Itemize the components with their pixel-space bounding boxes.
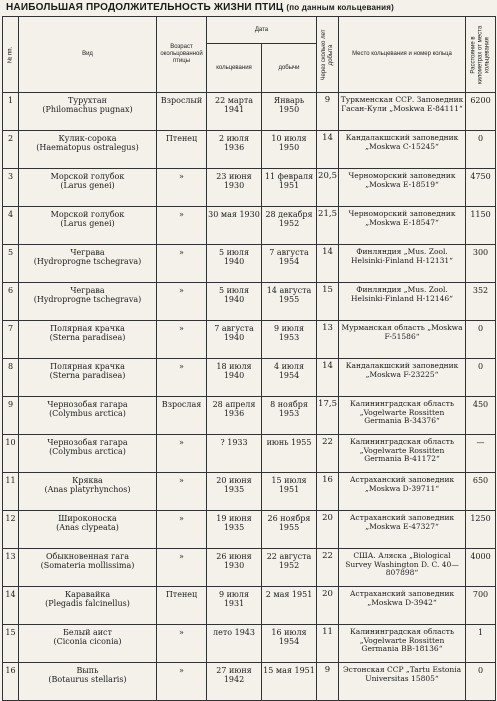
ringing-date-cell: 30 мая 1930 <box>207 207 262 245</box>
place-cell: Кандалакшский заповедник „Moskwa C-15245“ <box>339 131 466 169</box>
species-name: Полярная крачка <box>50 324 125 333</box>
ringing-date-cell: 23 июня 1930 <box>207 169 262 207</box>
recovery-date-cell: 2 мая 1951 <box>262 587 317 625</box>
title-subtitle: (по данным кольцевания) <box>286 3 395 12</box>
species-latin: (Hydroprogne tschegrava) <box>33 257 142 266</box>
row-number: 14 <box>3 587 19 625</box>
table-row <box>3 625 496 663</box>
species-latin: (Sterna paradisea) <box>49 371 126 380</box>
species-cell <box>19 245 157 283</box>
recovery-date-cell: 14 августа 1955 <box>262 283 317 321</box>
age-cell: » <box>157 435 207 473</box>
species-latin: (Colymbus arctica) <box>49 409 126 418</box>
table-row <box>3 131 496 169</box>
species-latin: (Colymbus arctica) <box>49 447 126 456</box>
table-body <box>3 93 496 701</box>
place-cell: Финляндия „Mus. Zool. Helsinki-Finland H-12131“ <box>339 245 466 283</box>
recovery-date-cell: 15 мая 1951 <box>262 663 317 701</box>
row-number: 1 <box>3 93 19 131</box>
recovery-date-cell: 16 июля 1954 <box>262 625 317 663</box>
species-latin: (Larus genei) <box>60 181 115 190</box>
document-title <box>6 2 494 15</box>
species-latin: (Somateria mollissima) <box>40 561 135 570</box>
distance-cell: 650 <box>466 473 496 511</box>
distance-cell: 0 <box>466 131 496 169</box>
years-cell: 9 <box>317 663 339 701</box>
header-species: Вид <box>19 17 157 93</box>
recovery-date-cell: июнь 1955 <box>262 435 317 473</box>
species-name: Кряква <box>72 476 103 485</box>
row-number: 15 <box>3 625 19 663</box>
distance-cell: 1150 <box>466 207 496 245</box>
header-number: № пп. <box>3 17 19 93</box>
species-cell <box>19 321 157 359</box>
row-number: 7 <box>3 321 19 359</box>
years-cell: 20 <box>317 511 339 549</box>
years-cell: 11 <box>317 625 339 663</box>
years-cell: 14 <box>317 359 339 397</box>
distance-cell: 352 <box>466 283 496 321</box>
row-number: 12 <box>3 511 19 549</box>
header-ringing-date: кольцевания <box>207 44 262 93</box>
species-name: Чернозобая гагара <box>47 438 128 447</box>
recovery-date-cell: 10 июля 1950 <box>262 131 317 169</box>
recovery-date-cell: 28 декабря 1952 <box>262 207 317 245</box>
species-name: Белый аист <box>63 628 112 637</box>
species-name: Полярная крачка <box>50 362 125 371</box>
ringing-date-cell: 20 июня 1935 <box>207 473 262 511</box>
ringing-date-cell: 27 июня 1942 <box>207 663 262 701</box>
row-number: 3 <box>3 169 19 207</box>
header-place: Место кольцевания и номер кольца <box>339 17 466 93</box>
years-cell: 20,5 <box>317 169 339 207</box>
row-number: 5 <box>3 245 19 283</box>
distance-cell: 4000 <box>466 549 496 587</box>
species-cell <box>19 473 157 511</box>
ringing-date-cell: 26 июня 1930 <box>207 549 262 587</box>
age-cell: Птенец <box>157 131 207 169</box>
row-number: 4 <box>3 207 19 245</box>
distance-cell: 4750 <box>466 169 496 207</box>
table-row <box>3 473 496 511</box>
table-row <box>3 359 496 397</box>
years-cell: 9 <box>317 93 339 131</box>
ringing-date-cell: 22 марта 1941 <box>207 93 262 131</box>
ringing-date-cell: лето 1943 <box>207 625 262 663</box>
species-name: Каравайка <box>64 590 111 599</box>
table-header <box>3 17 496 93</box>
age-cell: » <box>157 511 207 549</box>
table-row <box>3 321 496 359</box>
species-name: Турухтан <box>68 96 107 105</box>
place-cell: Калининградская область „Vogelwarte Rossitten Germania B-41172“ <box>339 435 466 473</box>
distance-cell: 300 <box>466 245 496 283</box>
species-latin: (Haematopus ostralegus) <box>36 143 139 152</box>
header-age: Возраст окольцованной птицы <box>157 17 207 93</box>
place-cell: Астраханский заповедник „Moskwa E-47327“ <box>339 511 466 549</box>
distance-cell: 450 <box>466 397 496 435</box>
species-cell <box>19 93 157 131</box>
years-cell: 16 <box>317 473 339 511</box>
age-cell: Взрослый <box>157 93 207 131</box>
ringing-date-cell: 28 апреля 1936 <box>207 397 262 435</box>
table-row <box>3 663 496 701</box>
row-number: 2 <box>3 131 19 169</box>
place-cell: Туркменская ССР. Заповедник Гасан-Кули „Moskwa E-84111“ <box>339 93 466 131</box>
title-text: НАИБОЛЬШАЯ ПРОДОЛЖИТЕЛЬНОСТЬ ЖИЗНИ ПТИЦ <box>6 2 284 13</box>
table-row <box>3 93 496 131</box>
species-name: Выпь <box>76 666 99 675</box>
species-name: Обыкновенная гага <box>45 552 130 561</box>
species-latin: (Larus genei) <box>60 219 115 228</box>
years-cell: 15 <box>317 283 339 321</box>
ringing-date-cell: 19 июня 1935 <box>207 511 262 549</box>
row-number: 9 <box>3 397 19 435</box>
table-row <box>3 397 496 435</box>
header-recovery-date: добычи <box>262 44 317 93</box>
place-cell: Астраханский заповедник „Moskwa D-3942“ <box>339 587 466 625</box>
age-cell: » <box>157 663 207 701</box>
species-cell <box>19 511 157 549</box>
species-latin: (Anas clypeata) <box>56 523 119 532</box>
distance-cell: 0 <box>466 663 496 701</box>
table-row <box>3 283 496 321</box>
recovery-date-cell: 22 августа 1952 <box>262 549 317 587</box>
age-cell: » <box>157 473 207 511</box>
row-number: 16 <box>3 663 19 701</box>
bird-lifespan-table <box>2 16 496 701</box>
species-name: Чеграва <box>70 286 105 295</box>
age-cell: » <box>157 245 207 283</box>
ringing-date-cell: 18 июля 1940 <box>207 359 262 397</box>
species-name: Морской голубок <box>50 210 125 219</box>
table-row <box>3 435 496 473</box>
table-row <box>3 511 496 549</box>
distance-cell: 1 <box>466 625 496 663</box>
row-number: 11 <box>3 473 19 511</box>
years-cell: 21,5 <box>317 207 339 245</box>
species-cell <box>19 663 157 701</box>
recovery-date-cell: Январь 1950 <box>262 93 317 131</box>
place-cell: Кандалакшский заповедник „Moskwa F-23225“ <box>339 359 466 397</box>
species-latin: (Plegadis falcinellus) <box>45 599 130 608</box>
species-cell <box>19 549 157 587</box>
ringing-date-cell: 5 июля 1940 <box>207 283 262 321</box>
place-cell: Мурманская область „Moskwa F-51586“ <box>339 321 466 359</box>
species-cell <box>19 587 157 625</box>
place-cell: Астраханский заповедник „Moskwa D-39711“ <box>339 473 466 511</box>
species-cell <box>19 207 157 245</box>
species-cell <box>19 435 157 473</box>
species-cell <box>19 397 157 435</box>
place-cell: Калининградская область „Vogelwarte Rossitten Germania BB-18136“ <box>339 625 466 663</box>
species-cell <box>19 131 157 169</box>
species-cell <box>19 283 157 321</box>
age-cell: » <box>157 169 207 207</box>
place-cell: Черноморский заповедник „Moskwa E-18519“ <box>339 169 466 207</box>
age-cell: » <box>157 549 207 587</box>
years-cell: 13 <box>317 321 339 359</box>
ringing-date-cell: 2 июля 1936 <box>207 131 262 169</box>
row-number: 10 <box>3 435 19 473</box>
years-cell: 20 <box>317 587 339 625</box>
species-name: Морской голубок <box>50 172 125 181</box>
place-cell: Эстонская ССР „Tartu Estonia Universitas 15805“ <box>339 663 466 701</box>
place-cell: Финляндия „Mus. Zool. Helsinki-Finland H-12146“ <box>339 283 466 321</box>
age-cell: » <box>157 207 207 245</box>
species-cell <box>19 359 157 397</box>
table-row <box>3 245 496 283</box>
ringing-date-cell: ? 1933 <box>207 435 262 473</box>
place-cell: Черноморский заповедник „Moskwa E-18547“ <box>339 207 466 245</box>
recovery-date-cell: 15 июля 1951 <box>262 473 317 511</box>
age-cell: » <box>157 625 207 663</box>
ringing-date-cell: 9 июля 1931 <box>207 587 262 625</box>
species-cell <box>19 169 157 207</box>
row-number: 6 <box>3 283 19 321</box>
place-cell: Калининградская область „Vogelwarte Rossitten Germania B-34376“ <box>339 397 466 435</box>
header-date: Дата <box>207 17 317 44</box>
years-cell: 14 <box>317 245 339 283</box>
distance-cell: 6200 <box>466 93 496 131</box>
ringing-date-cell: 5 июля 1940 <box>207 245 262 283</box>
species-latin: (Ciconia ciconia) <box>53 637 122 646</box>
recovery-date-cell: 11 февраля 1951 <box>262 169 317 207</box>
header-years: Через сколько лет добыта <box>317 17 339 93</box>
header-distance: Расстояние в километрах от места кольцевания <box>466 17 496 93</box>
species-latin: (Philomachus pugnax) <box>42 105 133 114</box>
recovery-date-cell: 4 июля 1954 <box>262 359 317 397</box>
age-cell: » <box>157 283 207 321</box>
age-cell: Взрослая <box>157 397 207 435</box>
species-latin: (Anas platyrhynchos) <box>44 485 131 494</box>
age-cell: » <box>157 321 207 359</box>
years-cell: 22 <box>317 549 339 587</box>
age-cell: » <box>157 359 207 397</box>
species-name: Широконоска <box>58 514 117 523</box>
years-cell: 17,5 <box>317 397 339 435</box>
years-cell: 22 <box>317 435 339 473</box>
distance-cell: 0 <box>466 321 496 359</box>
species-latin: (Botaurus stellaris) <box>48 675 127 684</box>
recovery-date-cell: 8 ноября 1953 <box>262 397 317 435</box>
recovery-date-cell: 7 августа 1954 <box>262 245 317 283</box>
row-number: 13 <box>3 549 19 587</box>
ringing-date-cell: 7 августа 1940 <box>207 321 262 359</box>
table-row <box>3 587 496 625</box>
species-latin: (Sterna paradisea) <box>49 333 126 342</box>
place-cell: США. Аляска „Biological Survey Washington D. C. 40—807898“ <box>339 549 466 587</box>
species-name: Кулик-сорока <box>58 134 117 143</box>
distance-cell: 700 <box>466 587 496 625</box>
table-row <box>3 549 496 587</box>
species-latin: (Hydroprogne tschegrava) <box>33 295 142 304</box>
age-cell: Птенец <box>157 587 207 625</box>
species-cell <box>19 625 157 663</box>
distance-cell: 0 <box>466 359 496 397</box>
distance-cell: — <box>466 435 496 473</box>
years-cell: 14 <box>317 131 339 169</box>
species-name: Чеграва <box>70 248 105 257</box>
distance-cell: 1250 <box>466 511 496 549</box>
recovery-date-cell: 26 ноября 1955 <box>262 511 317 549</box>
table-row <box>3 169 496 207</box>
row-number: 8 <box>3 359 19 397</box>
species-name: Чернозобая гагара <box>47 400 128 409</box>
table-row <box>3 207 496 245</box>
recovery-date-cell: 9 июля 1953 <box>262 321 317 359</box>
